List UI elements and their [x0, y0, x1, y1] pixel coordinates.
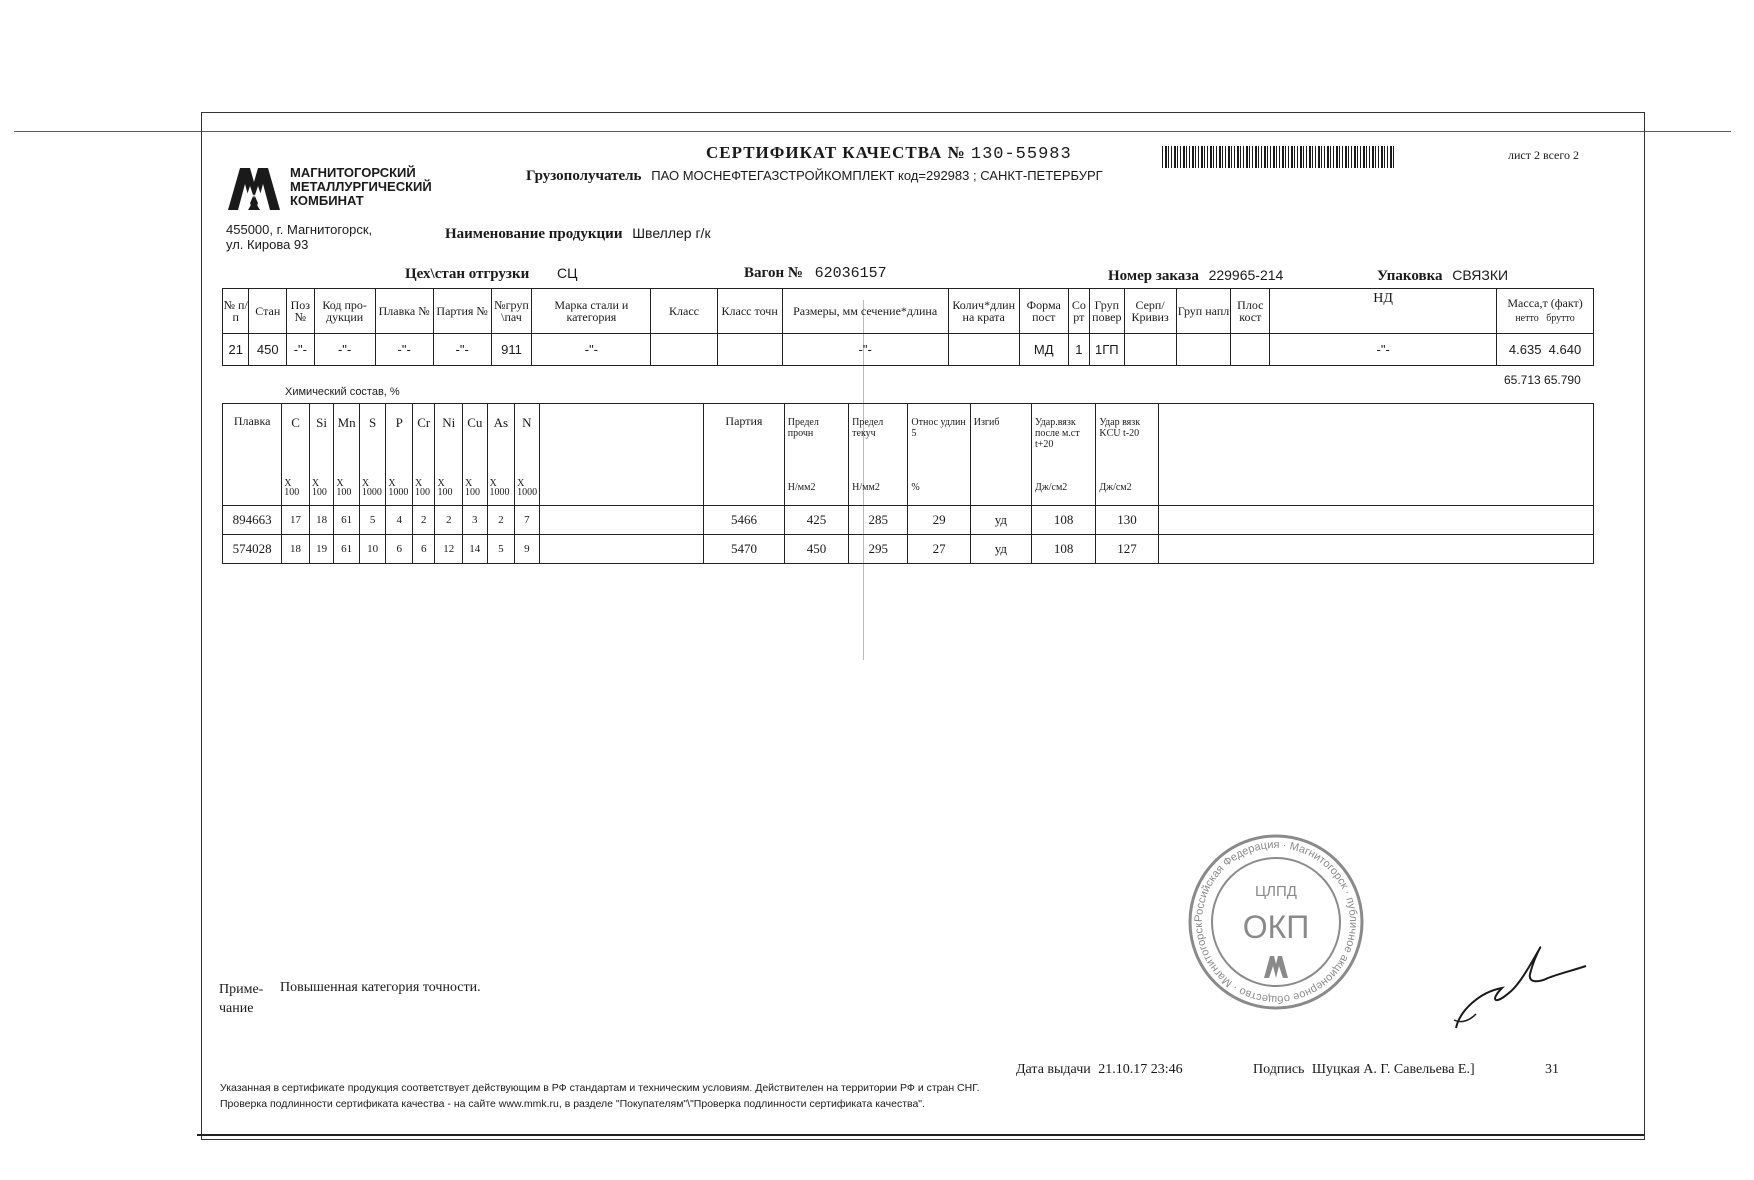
chem-value: 17: [282, 506, 310, 535]
mech-value: 29: [908, 506, 970, 535]
certificate-number: 130-55983: [970, 145, 1072, 164]
shop-field: [405, 265, 577, 283]
signatories: [1253, 1062, 1475, 1078]
company-logo: [228, 166, 280, 212]
element-mult: X 100: [465, 477, 481, 498]
chemistry-header: [223, 404, 1594, 506]
element-mult: X 100: [284, 477, 300, 498]
cell: -"-: [1270, 334, 1497, 366]
signature-scribble-icon: [1450, 940, 1590, 1030]
chemistry-caption: Химический состав, %: [285, 386, 400, 398]
mass-total: 65.713 65.790: [1504, 373, 1581, 387]
issue-value: 21.10.17 23:46: [1098, 1062, 1183, 1077]
barcode: [1162, 146, 1396, 168]
element-mult: X 1000: [361, 477, 382, 498]
chem-value: 4: [386, 506, 413, 535]
issue-date: [1016, 1062, 1183, 1078]
blank-cell: [1158, 506, 1593, 535]
sheet-info: лист 2 всего 2: [1508, 148, 1579, 162]
stamp-ring-text: Российская Федерация · Магнитогорск · публичное акционерное общество · Магнитогорск: [1192, 838, 1360, 1006]
company-name-line3: КОМБИНАТ: [290, 193, 364, 208]
element-header: [282, 404, 310, 506]
chem-value: 18: [282, 535, 310, 564]
chemistry-table: [222, 403, 1594, 564]
shipment-table: [222, 288, 1594, 366]
mech-unit: Дж/см2: [1035, 481, 1068, 493]
mech-value: 108: [1032, 506, 1096, 535]
element-mult: X 100: [437, 477, 453, 498]
element-mult: X 1000: [388, 477, 409, 498]
cell: 21: [223, 334, 249, 366]
frame-bottom-rule: [197, 1134, 1644, 1136]
address-line1: 455000, г. Магнитогорск,: [226, 222, 373, 237]
compliance-line1: Указанная в сертификате продукция соответствует действующим в РФ стандартам и техническим условиям. Действителен на территории РФ и стран СНГ.: [220, 1082, 980, 1094]
company-address: [226, 222, 372, 252]
chem-value: 3: [463, 506, 488, 535]
blank-cell: [539, 404, 703, 506]
cell: -"-: [287, 334, 314, 366]
mech-header: [784, 404, 848, 506]
mech-value: уд: [970, 535, 1031, 564]
col-header: Форма пост: [1019, 289, 1068, 334]
element-symbol: Cu: [467, 414, 483, 430]
element-header: [334, 404, 360, 506]
mech-unit: Дж/см2: [1099, 481, 1132, 493]
mass-cell: [1497, 334, 1594, 366]
page-code: 31: [1545, 1062, 1559, 1077]
mech-header: [1032, 404, 1096, 506]
note-label-line2: чание: [219, 1001, 254, 1016]
element-symbol: Mn: [337, 414, 356, 430]
mass-net-label: нетто: [1515, 313, 1539, 324]
batch-cell: 5466: [704, 506, 785, 535]
sign-label: Подпись: [1253, 1062, 1305, 1077]
chem-value: 61: [334, 506, 360, 535]
company-name-line1: МАГНИТОГОРСКИЙ: [290, 165, 416, 180]
cell: 1ГП: [1090, 334, 1125, 366]
mech-header: [1096, 404, 1158, 506]
chem-value: 61: [334, 535, 360, 564]
blank-cell: [1158, 535, 1593, 564]
order-label: Номер заказа: [1108, 268, 1199, 284]
shop-value: СЦ: [556, 265, 578, 281]
mech-value: 27: [908, 535, 970, 564]
mech-value: 127: [1096, 535, 1158, 564]
chem-value: 10: [359, 535, 386, 564]
element-mult: X 100: [311, 477, 327, 498]
cell: [948, 334, 1019, 366]
mass-gross-label: брутто: [1546, 313, 1575, 324]
element-header: [386, 404, 413, 506]
cell: 450: [249, 334, 287, 366]
col-header: Марка стали и категория: [532, 289, 651, 334]
col-header: Плавка №: [375, 289, 433, 334]
col-header: №груп \пач: [491, 289, 532, 334]
mech-value: 425: [784, 506, 848, 535]
mass-net-value: 4.635: [1508, 342, 1542, 357]
mech-name: Удар.вязк после м.ст t+20: [1035, 416, 1080, 450]
chem-value: 18: [309, 506, 334, 535]
col-header: Серп/ Кривиз: [1124, 289, 1176, 334]
element-header: [359, 404, 386, 506]
okp-stamp: [1188, 828, 1364, 1016]
heat-cell: 574028: [223, 535, 282, 564]
cell: [1124, 334, 1176, 366]
chem-value: 2: [412, 506, 434, 535]
element-header: [487, 404, 515, 506]
mech-header: [849, 404, 908, 506]
sign-value: Шуцкая А. Г. Савельева Е.]: [1311, 1062, 1475, 1077]
title-text: СЕРТИФИКАТ КАЧЕСТВА №: [706, 143, 966, 162]
chem-value: 5: [487, 535, 515, 564]
shipment-table-header: [223, 289, 1594, 334]
mass-header-title: Масса,т (факт): [1507, 296, 1583, 310]
chem-value: 14: [463, 535, 488, 564]
cell: -"-: [782, 334, 948, 366]
chem-value: 12: [435, 535, 463, 564]
cell: [1231, 334, 1270, 366]
product-label: Наименование продукции: [445, 226, 623, 242]
consignee: [526, 168, 1103, 185]
element-mult: X 100: [414, 477, 430, 498]
heat-header: Плавка: [223, 404, 282, 506]
mech-name: Изгиб: [973, 416, 1000, 428]
note-text: Повышенная категория точности.: [280, 980, 481, 995]
blank-cell: [539, 535, 703, 564]
package-value: СВЯЗКИ: [1452, 267, 1509, 283]
stamp-center-top: ЦЛПД: [1255, 883, 1297, 900]
stamp-seal-icon: [1188, 828, 1364, 1016]
note-label: [219, 980, 263, 1018]
col-header: Колич*длин на крата: [948, 289, 1019, 334]
shop-label: Цех\стан отгрузки: [405, 266, 530, 282]
mech-unit: Н/мм2: [787, 481, 816, 493]
cell: 1: [1068, 334, 1089, 366]
col-header: № п/п: [223, 289, 249, 334]
batch-header: Партия: [704, 404, 785, 506]
chem-value: 9: [515, 535, 540, 564]
col-header: Партия №: [433, 289, 491, 334]
wagon-field: [744, 265, 887, 282]
compliance-text: [220, 1080, 980, 1112]
stamp-center-main: ОКП: [1242, 909, 1310, 945]
company-name: [290, 166, 432, 208]
mech-header: [908, 404, 970, 506]
package-field: [1377, 267, 1508, 285]
consignee-label: Грузополучатель: [526, 168, 642, 184]
element-header: [412, 404, 434, 506]
mech-value: 285: [849, 506, 908, 535]
mech-value: 295: [849, 535, 908, 564]
element-symbol: P: [395, 414, 403, 430]
table-row: [223, 535, 1594, 564]
element-symbol: S: [369, 414, 377, 430]
element-symbol: C: [291, 414, 300, 430]
blank-cell: [539, 506, 703, 535]
col-header: Размеры, мм сечение*длина: [782, 289, 948, 334]
mech-unit: %: [911, 481, 920, 493]
signature-mark: [1450, 940, 1590, 1030]
wagon-label: Вагон №: [744, 265, 803, 281]
mass-header: [1497, 289, 1594, 334]
wagon-value: 62036157: [814, 265, 887, 282]
blank-cell: [1158, 404, 1593, 506]
col-header: НД: [1270, 289, 1497, 334]
col-header: Код про-дукции: [314, 289, 375, 334]
order-value: 229965-214: [1208, 267, 1284, 283]
product-name: [445, 225, 711, 243]
element-header: [463, 404, 488, 506]
table-row: [223, 506, 1594, 535]
element-mult: X 1000: [517, 477, 538, 498]
cell: [651, 334, 717, 366]
mech-name: Предел прочн: [787, 416, 819, 439]
element-symbol: As: [493, 414, 509, 430]
element-header: [515, 404, 540, 506]
compliance-line2: Проверка подлинности сертификата качества - на сайте www.mmk.ru, в разделе "Покупателям"\"Проверка подлинности сертификата качества".: [220, 1098, 925, 1110]
address-line2: ул. Кирова 93: [226, 237, 309, 252]
col-header: Груп напл: [1176, 289, 1231, 334]
col-header: Класс: [651, 289, 717, 334]
package-label: Упаковка: [1377, 268, 1443, 284]
product-value: Швеллер г/к: [632, 225, 711, 241]
col-header: Груп повер: [1090, 289, 1125, 334]
chem-value: 6: [386, 535, 413, 564]
mech-value: 108: [1032, 535, 1096, 564]
element-header: [309, 404, 334, 506]
cell: -"-: [532, 334, 651, 366]
batch-cell: 5470: [704, 535, 785, 564]
mass-gross-value: 4.640: [1548, 342, 1582, 357]
mech-value: 450: [784, 535, 848, 564]
mech-name: Удар вязк KCU t-20: [1099, 416, 1141, 439]
element-symbol: Ni: [442, 414, 456, 430]
cell: -"-: [314, 334, 375, 366]
consignee-value: ПАО МОСНЕФТЕГАЗСТРОЙКОМПЛЕКТ код=292983 ; САНКТ-ПЕТЕРБУРГ: [651, 168, 1103, 183]
mech-name: Относ удлин 5: [911, 416, 966, 439]
table-row: [223, 334, 1594, 366]
element-mult: X 1000: [489, 477, 510, 498]
chem-value: 5: [359, 506, 386, 535]
element-header: [435, 404, 463, 506]
certificate-title: [706, 143, 1072, 164]
chem-value: 6: [412, 535, 434, 564]
mech-value: уд: [970, 506, 1031, 535]
cell: [717, 334, 782, 366]
order-field: [1108, 267, 1283, 285]
cell: -"-: [375, 334, 433, 366]
chem-value: 2: [487, 506, 515, 535]
cell: [1176, 334, 1231, 366]
mech-unit: Н/мм2: [852, 481, 880, 493]
col-header: Стан: [249, 289, 287, 334]
col-header: Плос кост: [1231, 289, 1270, 334]
mech-value: 130: [1096, 506, 1158, 535]
chem-value: 7: [515, 506, 540, 535]
mech-header: [970, 404, 1031, 506]
element-symbol: N: [522, 414, 532, 430]
issue-label: Дата выдачи: [1016, 1062, 1091, 1077]
col-header: Со рт: [1068, 289, 1089, 334]
note-label-line1: Приме-: [219, 982, 264, 997]
element-mult: X 100: [336, 477, 352, 498]
heat-cell: 894663: [223, 506, 282, 535]
cell: 911: [491, 334, 532, 366]
chem-value: 2: [435, 506, 463, 535]
company-name-line2: МЕТАЛЛУРГИЧЕСКИЙ: [290, 179, 432, 194]
chem-value: 19: [309, 535, 334, 564]
col-header: Поз №: [287, 289, 314, 334]
col-header: Класс точн: [717, 289, 782, 334]
mech-name: Предел текуч: [852, 416, 884, 439]
cell: -"-: [433, 334, 491, 366]
element-symbol: Cr: [417, 414, 431, 430]
element-symbol: Si: [316, 414, 327, 430]
mmk-logo-icon: [228, 166, 280, 212]
cell: МД: [1019, 334, 1068, 366]
